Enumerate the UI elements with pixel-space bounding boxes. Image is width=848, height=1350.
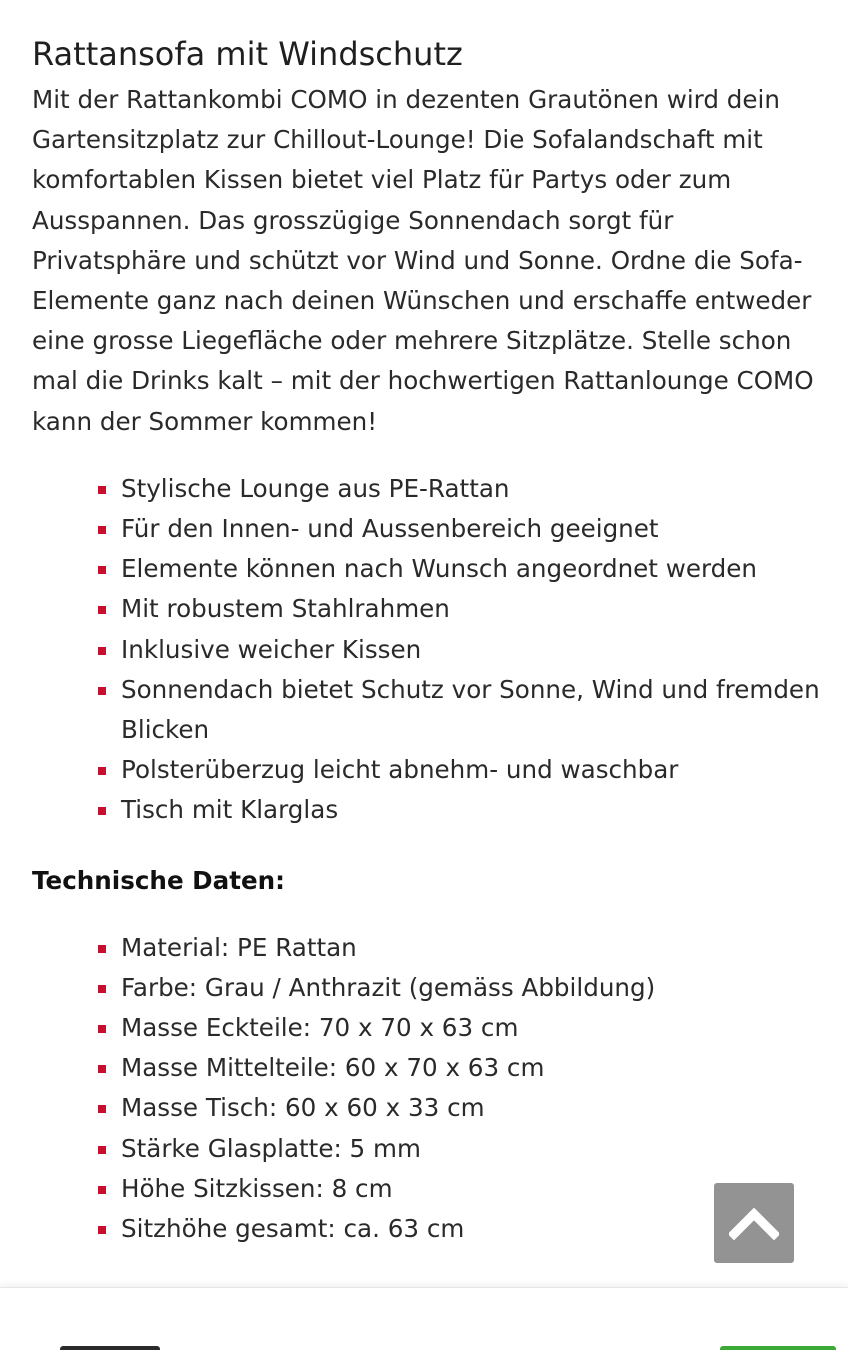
feature-item-text: Sonnendach bietet Schutz vor Sonne, Wind und fremden Blicken [121, 674, 820, 745]
spec-item [32, 1169, 822, 1209]
bullet-icon [98, 486, 106, 494]
spec-item-text: Stärke Glasplatte: 5 mm [121, 1133, 421, 1163]
spec-item [32, 1008, 822, 1048]
specs-list [32, 928, 822, 1250]
product-title: Rattansofa mit Windschutz [32, 35, 463, 73]
feature-item-text: Tisch mit Klarglas [121, 795, 339, 825]
spec-item-text: Sitzhöhe gesamt: ca. 63 cm [121, 1214, 465, 1244]
spec-item [32, 1088, 822, 1128]
bullet-icon [98, 566, 106, 574]
feature-item [32, 469, 822, 509]
spec-item-text: Masse Tisch: 60 x 60 x 33 cm [121, 1093, 485, 1123]
bullet-icon [98, 767, 106, 775]
chevron-up-icon [729, 1206, 779, 1240]
feature-item-text: Mit robustem Stahlrahmen [121, 594, 450, 624]
bullet-icon [98, 1146, 106, 1154]
product-description-section [32, 30, 822, 1249]
feature-item [32, 790, 822, 830]
bullet-icon [98, 945, 106, 953]
bottom-bar-right-element[interactable] [720, 1346, 836, 1350]
spec-item-text: Farbe: Grau / Anthrazit (gemäss Abbildung) [121, 972, 656, 1002]
spec-item [32, 1048, 822, 1088]
feature-item [32, 630, 822, 670]
bottom-bar-left-element [60, 1346, 160, 1350]
spec-item [32, 1209, 822, 1249]
product-description: Mit der Rattankombi COMO in dezenten Grautönen wird dein Gartensitzplatz zur Chillout-Lounge! Die Sofalandschaft mit komfortablen Kissen bietet viel Platz für Partys oder zum Ausspannen. Das grosszügige Sonnendach sorgt für Privatsphäre und schützt vor Wind und Sonne. Ordne die Sofa-Elemente ganz nach deinen Wünschen und erschaffe entweder eine grosse Liegefläche oder mehrere Sitzplätze. Stelle schon mal die Drinks kalt – mit der hochwertigen Rattanlounge COMO kann der Sommer kommen! [32, 85, 814, 436]
feature-list [32, 469, 822, 831]
bullet-icon [98, 526, 106, 534]
scroll-to-top-button[interactable] [714, 1183, 794, 1263]
feature-item [32, 549, 822, 589]
specs-heading: Technische Daten: [32, 865, 285, 895]
bullet-icon [98, 1226, 106, 1234]
feature-item-text: Elemente können nach Wunsch angeordnet werden [121, 554, 758, 584]
feature-item [32, 750, 822, 790]
feature-item [32, 509, 822, 549]
bullet-icon [98, 1105, 106, 1113]
bullet-icon [98, 647, 106, 655]
bullet-icon [98, 807, 106, 815]
bottom-bar [0, 1287, 848, 1350]
spec-item-text: Masse Eckteile: 70 x 70 x 63 cm [121, 1013, 519, 1043]
spec-item-text: Masse Mittelteile: 60 x 70 x 63 cm [121, 1053, 545, 1083]
bullet-icon [98, 1025, 106, 1033]
spec-item [32, 1129, 822, 1169]
spec-item-text: Höhe Sitzkissen: 8 cm [121, 1173, 393, 1203]
bullet-icon [98, 1065, 106, 1073]
bullet-icon [98, 1186, 106, 1194]
feature-item [32, 589, 822, 629]
spec-item-text: Material: PE Rattan [121, 932, 357, 962]
spec-item [32, 968, 822, 1008]
feature-item-text: Inklusive weicher Kissen [121, 634, 422, 664]
bullet-icon [98, 687, 106, 695]
feature-item [32, 670, 822, 750]
feature-item-text: Polsterüberzug leicht abnehm- und waschbar [121, 755, 679, 785]
spec-item [32, 928, 822, 968]
feature-item-text: Für den Innen- und Aussenbereich geeignet [121, 514, 659, 544]
bullet-icon [98, 606, 106, 614]
feature-item-text: Stylische Lounge aus PE-Rattan [121, 473, 510, 503]
bullet-icon [98, 985, 106, 993]
